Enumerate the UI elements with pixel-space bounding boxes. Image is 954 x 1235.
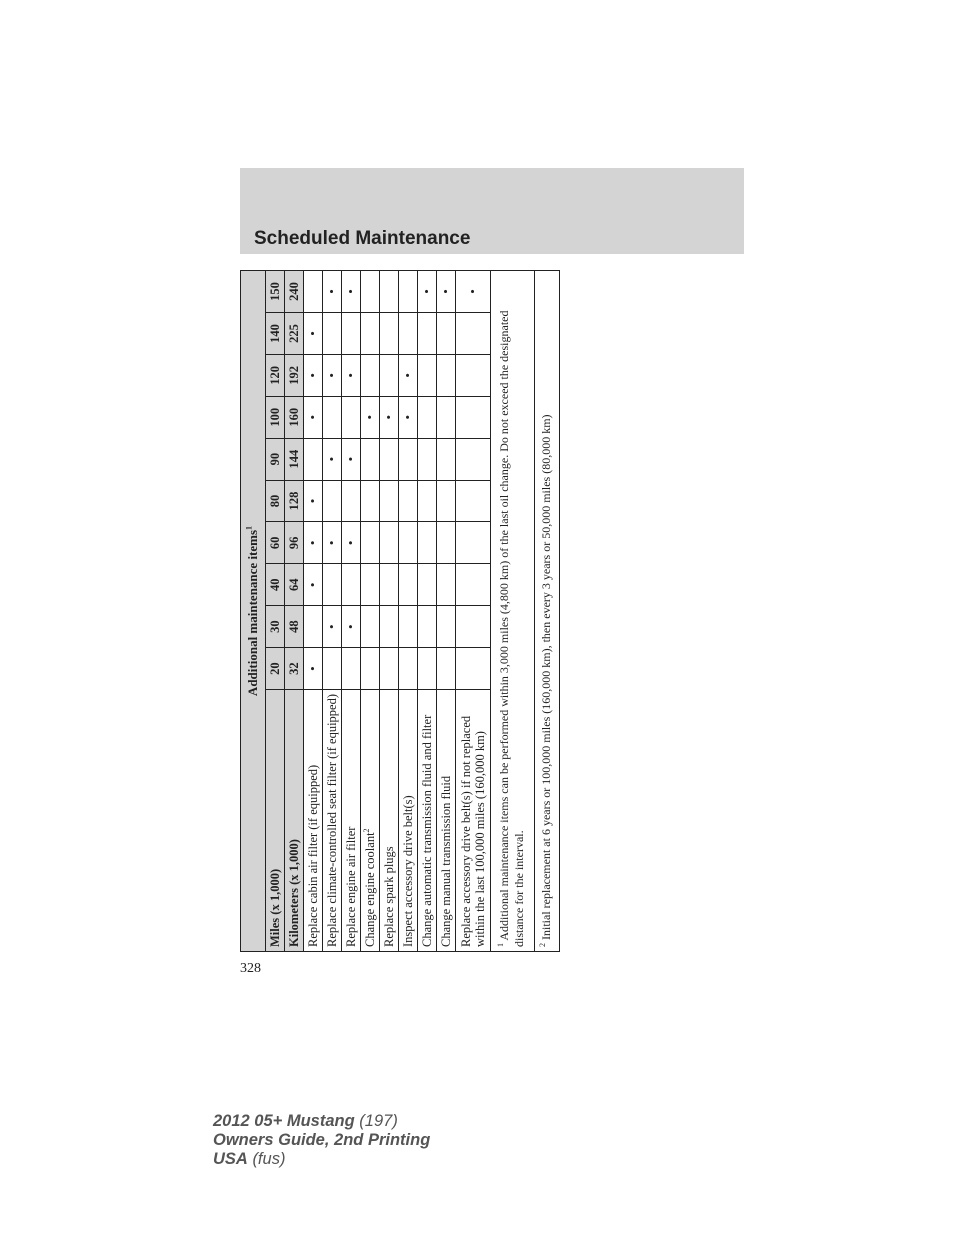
interval-mark: [418, 396, 437, 438]
interval-mark: •: [342, 606, 361, 648]
miles-column-header: 30: [266, 606, 285, 648]
interval-mark: [399, 480, 418, 522]
interval-mark: [399, 271, 418, 313]
maintenance-item-label: Replace cabin air filter (if equipped): [304, 690, 323, 952]
kilometers-column-header: 240: [285, 271, 304, 313]
kilometers-column-header: 192: [285, 354, 304, 396]
miles-column-header: 100: [266, 396, 285, 438]
interval-mark: •: [342, 438, 361, 480]
interval-mark: [361, 480, 380, 522]
document-footer: [213, 1112, 430, 1169]
miles-header-row: [266, 271, 285, 952]
maintenance-item-label: Replace engine air filter: [342, 690, 361, 952]
miles-column-header: 150: [266, 271, 285, 313]
kilometers-column-header: 225: [285, 312, 304, 354]
maintenance-item-label: Replace climate-controlled seat filter (if equipped): [323, 690, 342, 952]
interval-mark: [456, 648, 491, 690]
kilometers-column-header: 48: [285, 606, 304, 648]
maintenance-table: [240, 270, 560, 952]
table-row: [380, 271, 399, 952]
interval-mark: [380, 312, 399, 354]
interval-mark: [380, 438, 399, 480]
kilometers-label: Kilometers (x 1,000): [285, 690, 304, 952]
table-row: [437, 271, 456, 952]
footer-line-2: Owners Guide, 2nd Printing: [213, 1131, 431, 1149]
footnote-row: [491, 271, 535, 952]
interval-mark: [342, 564, 361, 606]
footer-line-3: USA (fus): [213, 1150, 286, 1168]
miles-column-header: 60: [266, 522, 285, 564]
kilometers-column-header: 96: [285, 522, 304, 564]
interval-mark: [418, 564, 437, 606]
kilometers-column-header: 32: [285, 648, 304, 690]
interval-mark: [399, 522, 418, 564]
interval-mark: [456, 480, 491, 522]
table-row: [456, 271, 491, 952]
interval-mark: [342, 312, 361, 354]
interval-mark: [437, 438, 456, 480]
interval-mark: [456, 312, 491, 354]
maintenance-item-label: Change automatic transmission fluid and filter: [418, 690, 437, 952]
miles-column-header: 40: [266, 564, 285, 606]
interval-mark: [437, 564, 456, 606]
miles-column-header: 140: [266, 312, 285, 354]
interval-mark: [456, 354, 491, 396]
interval-mark: [361, 271, 380, 313]
footnote: $^2$ Initial replacement at 6 years or 100,000 miles (160,000 km), then every 3 years or 50,000 miles (80,000 km): [534, 271, 559, 952]
interval-mark: [304, 271, 323, 313]
kilometers-header-row: [285, 271, 304, 952]
kilometers-column-header: 64: [285, 564, 304, 606]
table-caption: Additional maintenance items$^1$: [241, 271, 266, 952]
interval-mark: •: [323, 354, 342, 396]
table-row: [304, 271, 323, 952]
interval-mark: •: [304, 564, 323, 606]
interval-mark: [399, 438, 418, 480]
interval-mark: •: [399, 396, 418, 438]
interval-mark: •: [456, 271, 491, 313]
interval-mark: [437, 606, 456, 648]
interval-mark: [361, 606, 380, 648]
interval-mark: [418, 438, 437, 480]
miles-column-header: 20: [266, 648, 285, 690]
maintenance-table-container: [240, 270, 560, 952]
interval-mark: •: [304, 522, 323, 564]
interval-mark: •: [323, 438, 342, 480]
kilometers-column-header: 128: [285, 480, 304, 522]
interval-mark: •: [304, 354, 323, 396]
interval-mark: [418, 606, 437, 648]
interval-mark: [342, 648, 361, 690]
table-row: [418, 271, 437, 952]
interval-mark: •: [361, 396, 380, 438]
section-header-band: [240, 168, 744, 254]
interval-mark: [304, 438, 323, 480]
maintenance-item-label: Replace accessory drive belt(s) if not replaced within the last 100,000 miles (160,000 km): [456, 690, 491, 952]
interval-mark: [437, 480, 456, 522]
interval-mark: [437, 396, 456, 438]
miles-column-header: 80: [266, 480, 285, 522]
table-caption-row: [241, 271, 266, 952]
interval-mark: •: [342, 271, 361, 313]
interval-mark: •: [342, 354, 361, 396]
interval-mark: •: [304, 648, 323, 690]
interval-mark: •: [342, 522, 361, 564]
interval-mark: [380, 606, 399, 648]
interval-mark: [361, 648, 380, 690]
interval-mark: [304, 606, 323, 648]
interval-mark: •: [323, 606, 342, 648]
table-row: [323, 271, 342, 952]
interval-mark: [342, 396, 361, 438]
interval-mark: [456, 522, 491, 564]
interval-mark: [456, 606, 491, 648]
interval-mark: [380, 271, 399, 313]
interval-mark: •: [380, 396, 399, 438]
interval-mark: •: [304, 312, 323, 354]
interval-mark: [418, 480, 437, 522]
interval-mark: [361, 564, 380, 606]
interval-mark: [323, 396, 342, 438]
miles-label: Miles (x 1,000): [266, 690, 285, 952]
maintenance-item-label: Change manual transmission fluid: [437, 690, 456, 952]
interval-mark: •: [323, 522, 342, 564]
footer-line-1: 2012 05+ Mustang (197): [213, 1112, 398, 1130]
interval-mark: [380, 522, 399, 564]
interval-mark: [456, 438, 491, 480]
interval-mark: [361, 438, 380, 480]
interval-mark: [361, 354, 380, 396]
page-number: 328: [240, 961, 261, 976]
interval-mark: [361, 522, 380, 564]
interval-mark: [380, 648, 399, 690]
interval-mark: •: [304, 480, 323, 522]
interval-mark: [399, 312, 418, 354]
interval-mark: [456, 396, 491, 438]
interval-mark: [323, 648, 342, 690]
miles-column-header: 120: [266, 354, 285, 396]
interval-mark: [399, 648, 418, 690]
table-row: [361, 271, 380, 952]
maintenance-item-label: Inspect accessory drive belt(s): [399, 690, 418, 952]
interval-mark: •: [437, 271, 456, 313]
interval-mark: [456, 564, 491, 606]
interval-mark: [399, 606, 418, 648]
table-body: [304, 271, 560, 952]
interval-mark: [418, 522, 437, 564]
maintenance-item-label: Replace spark plugs: [380, 690, 399, 952]
interval-mark: [418, 312, 437, 354]
table-row: [399, 271, 418, 952]
interval-mark: [437, 648, 456, 690]
interval-mark: [437, 522, 456, 564]
interval-mark: [323, 312, 342, 354]
interval-mark: [380, 564, 399, 606]
kilometers-column-header: 144: [285, 438, 304, 480]
interval-mark: [323, 564, 342, 606]
interval-mark: [437, 312, 456, 354]
interval-mark: [361, 312, 380, 354]
kilometers-column-header: 160: [285, 396, 304, 438]
section-title: Scheduled Maintenance: [254, 228, 471, 249]
interval-mark: •: [399, 354, 418, 396]
interval-mark: •: [418, 271, 437, 313]
footnote-row: [534, 271, 559, 952]
interval-mark: •: [323, 271, 342, 313]
interval-mark: •: [304, 396, 323, 438]
table-row: [342, 271, 361, 952]
interval-mark: [418, 648, 437, 690]
interval-mark: [323, 480, 342, 522]
maintenance-item-label: Change engine coolant$^2$: [361, 690, 380, 952]
miles-column-header: 90: [266, 438, 285, 480]
interval-mark: [380, 480, 399, 522]
footnote: $^1$ Additional maintenance items can be performed within 3,000 miles (4,800 km) of the last oil change. Do not exceed the designated distance for the interval.: [491, 271, 535, 952]
interval-mark: [342, 480, 361, 522]
interval-mark: [418, 354, 437, 396]
interval-mark: [437, 354, 456, 396]
interval-mark: [380, 354, 399, 396]
interval-mark: [399, 564, 418, 606]
